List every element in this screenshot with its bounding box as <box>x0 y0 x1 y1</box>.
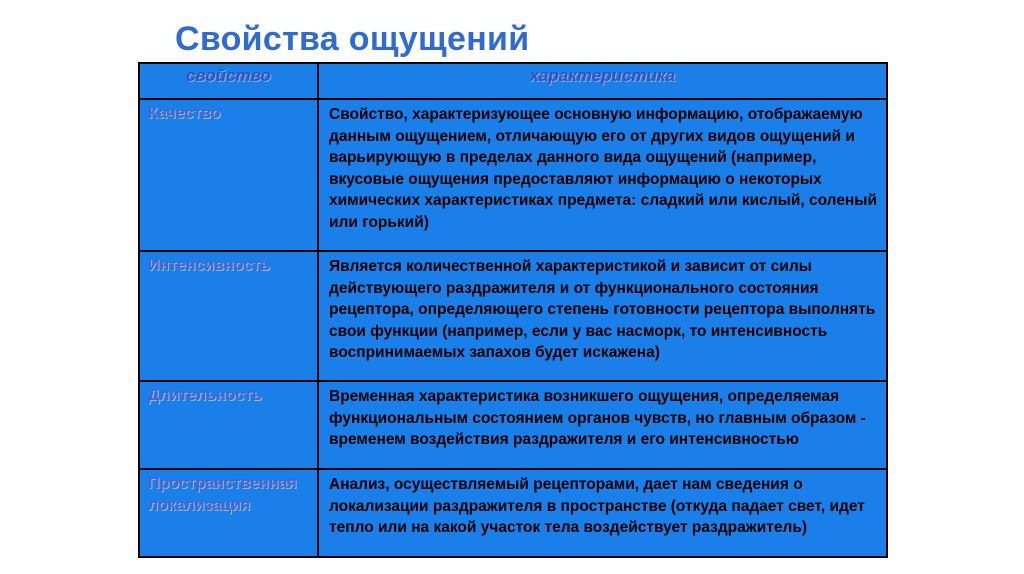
property-cell: Интенсивность <box>139 251 318 381</box>
slide-title: Свойства ощущений <box>175 20 530 58</box>
properties-table <box>138 62 888 558</box>
table-row <box>139 251 887 381</box>
description-cell: Является количественной характеристикой и зависит от силы действующего раздражителя и от функционального состояния рецептора, определяющего степень готовности рецептора выполнять свои функции (например, если у вас насморк, то интенсивность воспринимаемых запахов будет искажена) <box>318 251 887 381</box>
table-header-row <box>139 63 887 99</box>
table-row <box>139 469 887 557</box>
property-cell: Качество <box>139 99 318 251</box>
column-header-characteristic: характеристика <box>318 63 887 99</box>
description-cell: Анализ, осуществляемый рецепторами, дает нам сведения о локализации раздражителя в пространстве (откуда падает свет, идет тепло или на какой участок тела воздействует раздражитель) <box>318 469 887 557</box>
property-cell: Пространственная локализация <box>139 469 318 557</box>
table-row <box>139 381 887 469</box>
table-row <box>139 99 887 251</box>
description-cell: Свойство, характеризующее основную информацию, отображаемую данным ощущением, отличающую его от других видов ощущений и варьирующую в пределах данного вида ощущений (например, вкусовые ощущения предоставляют информацию о некоторых химических характеристиках предмета: сладкий или кислый, соленый или горький) <box>318 99 887 251</box>
column-header-property: свойство <box>139 63 318 99</box>
property-cell: Длительность <box>139 381 318 469</box>
description-cell: Временная характеристика возникшего ощущения, определяемая функциональным состоянием органов чувств, но главным образом - временем воздействия раздражителя и его интенсивностью <box>318 381 887 469</box>
